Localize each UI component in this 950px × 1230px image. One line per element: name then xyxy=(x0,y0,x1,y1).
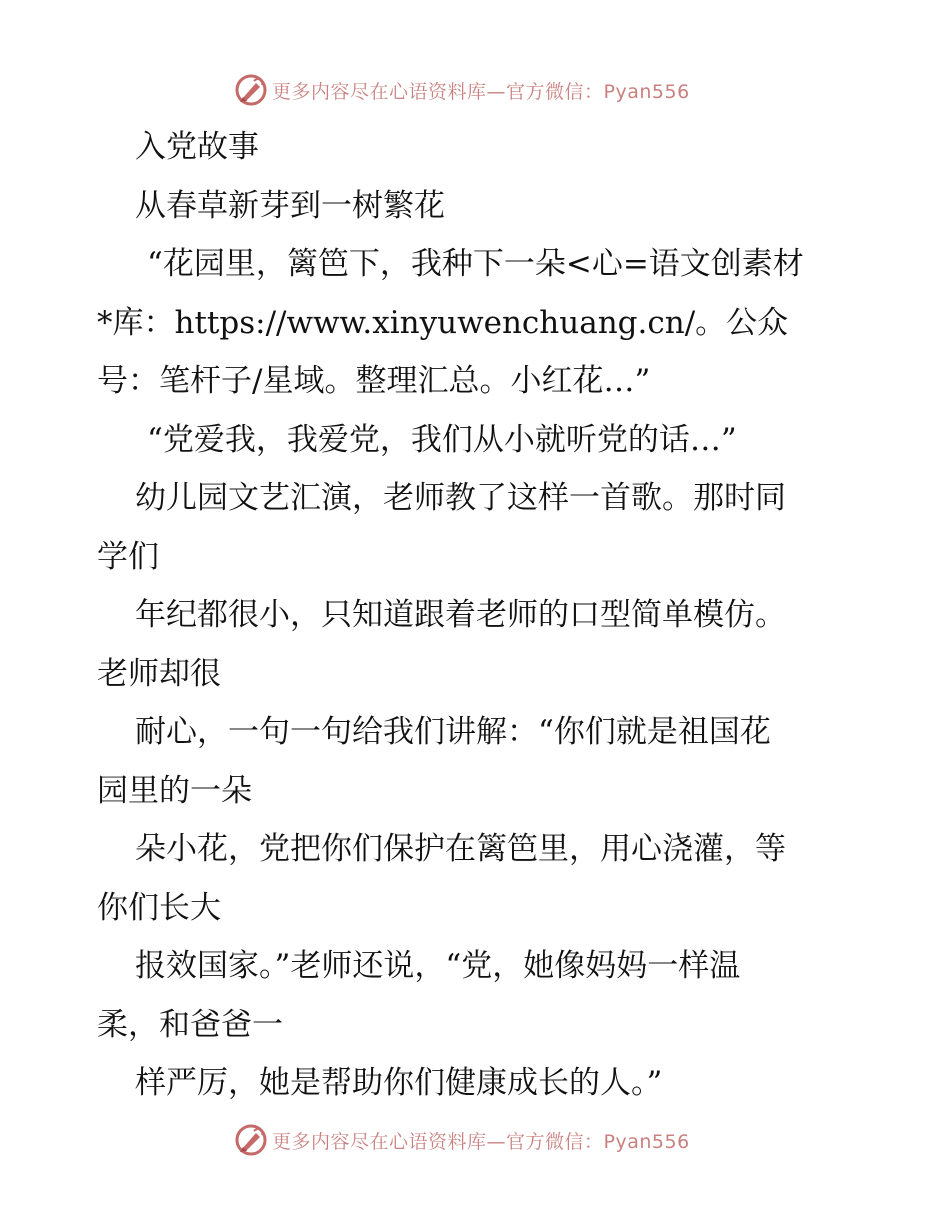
paragraph-line: “党爱我，我爱党，我们从小就听党的话…” xyxy=(147,421,737,458)
paragraph-line: 样严厉，她是帮助你们健康成长的人。” xyxy=(135,1065,663,1101)
paragraph-line: 园里的一朵 xyxy=(97,772,252,809)
paragraph-line: 朵小花，党把你们保护在篱笆里，用心浇灌，等 xyxy=(135,831,786,867)
paragraph-line: 老师却很 xyxy=(97,655,221,692)
paragraph-line: 报效国家。”老师还说，“党，她像妈妈一样温 xyxy=(135,948,741,984)
paragraph-line: 学们 xyxy=(97,538,159,575)
watermark-text: 更多内容尽在心语资料库—官方微信：Pyan556 xyxy=(272,1130,690,1153)
document-subtitle: 从春草新芽到一树繁花 xyxy=(135,187,445,224)
paragraph-line: 你们长大 xyxy=(97,889,221,926)
watermark-text: 更多内容尽在心语资料库—官方微信：Pyan556 xyxy=(272,80,690,103)
pen-emblem-icon xyxy=(234,1123,268,1157)
paragraph-line: 号：笔杆子/星域。整理汇总。小红花…” xyxy=(97,363,651,399)
document-title: 入党故事 xyxy=(135,129,259,165)
paragraph-line: *库：https://www.xinyuwenchuang.cn/。公众 xyxy=(97,304,789,341)
footer-watermark xyxy=(234,1122,734,1158)
paragraph-line: 幼儿园文艺汇演，老师教了这样一首歌。那时同 xyxy=(135,480,786,516)
document-body xyxy=(97,118,887,1113)
paragraph-line: 耐心，一句一句给我们讲解：“你们就是祖国花 xyxy=(135,714,771,750)
header-watermark xyxy=(234,72,734,108)
paragraph-line: “花园里，篱笆下，我种下一朵<心=语文创素材 xyxy=(147,246,804,282)
pen-emblem-icon xyxy=(234,73,268,107)
paragraph-line: 年纪都很小，只知道跟着老师的口型简单模仿。 xyxy=(135,597,786,633)
paragraph-line: 柔，和爸爸一 xyxy=(97,1006,283,1043)
